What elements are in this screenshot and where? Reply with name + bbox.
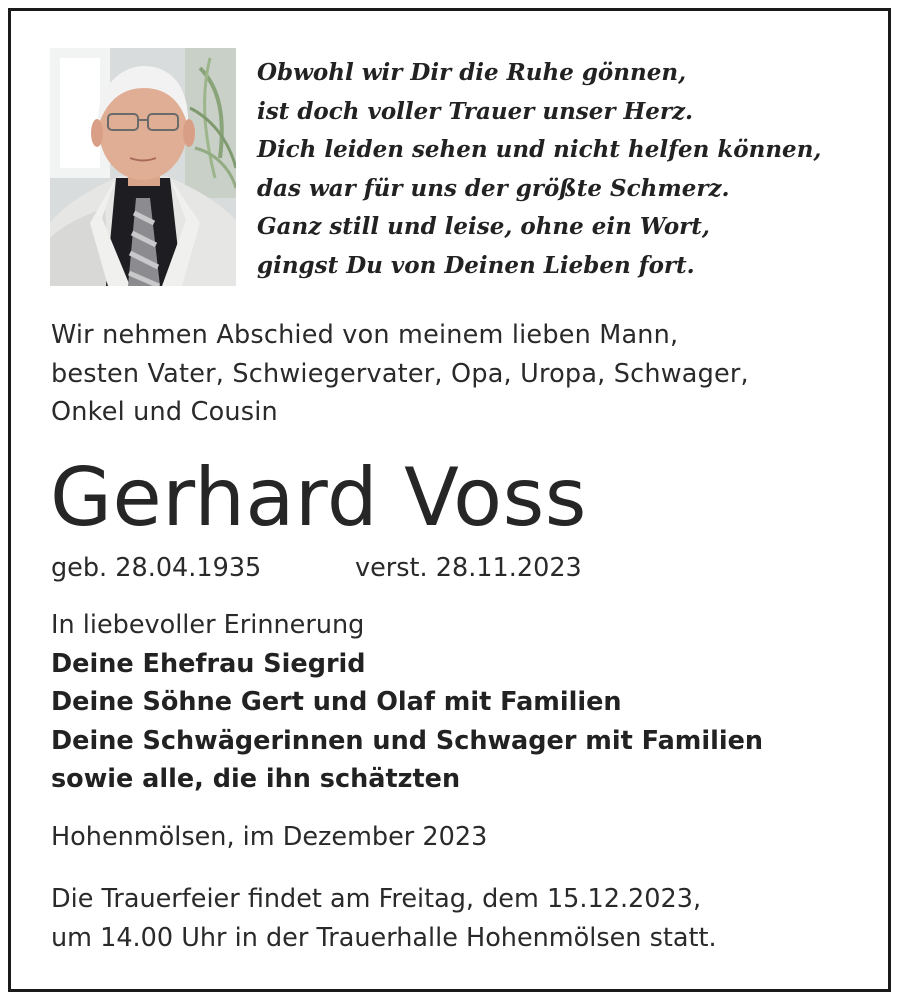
- farewell-intro: [51, 316, 749, 432]
- poem-line: das war für uns der größte Schmerz.: [257, 174, 730, 202]
- portrait-photo: [50, 48, 236, 286]
- funeral-info: [51, 880, 717, 957]
- mourner-line: Deine Schwägerinnen und Schwager mit Familien: [51, 725, 764, 756]
- funeral-line: Die Trauerfeier findet am Freitag, dem 15.12.2023,: [51, 884, 702, 914]
- birth-date: geb. 28.04.1935: [51, 553, 262, 583]
- mourner-line: Deine Söhne Gert und Olaf mit Familien: [51, 687, 622, 717]
- deceased-name: Gerhard Voss: [50, 451, 587, 544]
- poem: [257, 54, 821, 285]
- poem-line: Ganz still und leise, ohne ein Wort,: [257, 213, 710, 240]
- intro-line: Wir nehmen Abschied von meinem lieben Mann,: [51, 320, 679, 350]
- place-date: Hohenmölsen, im Dezember 2023: [51, 822, 488, 852]
- poem-line: ist doch voller Trauer unser Herz.: [257, 97, 694, 125]
- mourners-list: [51, 606, 763, 799]
- funeral-line: um 14.00 Uhr in der Trauerhalle Hohenmölsen statt.: [51, 922, 717, 953]
- mourner-line: sowie alle, die ihn schätzten: [51, 764, 461, 794]
- mourner-line: Deine Ehefrau Siegrid: [51, 648, 366, 679]
- poem-line: Dich leiden sehen und nicht helfen können,: [257, 136, 822, 163]
- death-date: verst. 28.11.2023: [355, 553, 582, 583]
- poem-line: gingst Du von Deinen Lieben fort.: [257, 251, 695, 279]
- poem-line: Obwohl wir Dir die Ruhe gönnen,: [257, 59, 687, 86]
- intro-line: besten Vater, Schwiegervater, Opa, Uropa, Schwager,: [51, 358, 749, 389]
- intro-line: Onkel und Cousin: [51, 397, 278, 427]
- memory-lead: In liebevoller Erinnerung: [51, 610, 365, 640]
